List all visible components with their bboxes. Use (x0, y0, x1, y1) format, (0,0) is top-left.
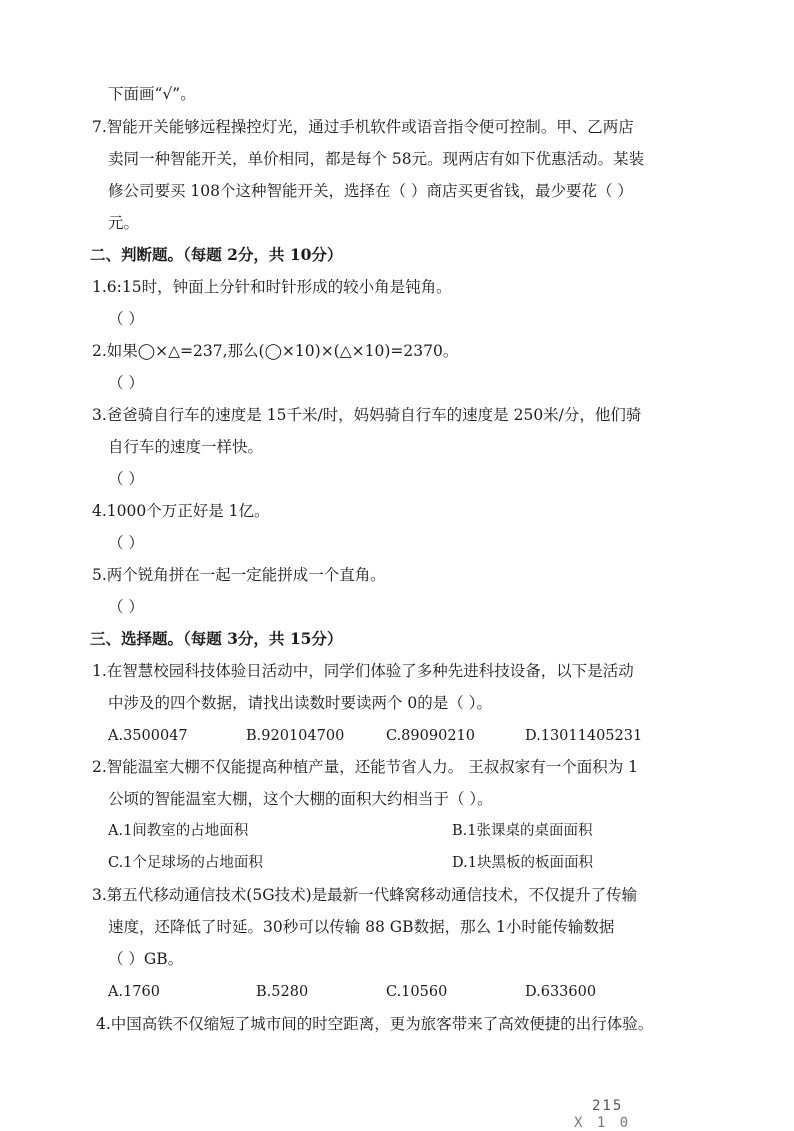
mc2-option-c: C.1个足球场的占地面积 (108, 855, 263, 871)
mc3-option-a: A.1760 (108, 984, 160, 1000)
section-2-heading: 二、判断题。（每题 2分，共 10分） (90, 245, 343, 264)
q7-line-4: 元。 (108, 214, 140, 232)
section-3-heading: 三、选择题。（每题 3分，共 15分） (90, 629, 343, 648)
mc2-option-b: B.1张课桌的桌面面积 (452, 823, 593, 839)
page-number: 215 (592, 1098, 624, 1114)
tf-answer-paren-3: （ ） (108, 470, 144, 488)
tf-answer-paren-2: （ ） (108, 374, 144, 392)
tf-question-2: 2.如果◯×△=237,那么(◯×10)×(△×10)=2370。 (92, 342, 459, 360)
mc3-line-2: 速度，还降低了时延。30秒可以传输 88 GB数据，那么 1小时能传输数据 (108, 918, 615, 936)
tf-question-1: 1.6:15时，钟面上分针和时针形成的较小角是钝角。 (92, 278, 452, 296)
tf-answer-paren-5: （ ） (108, 598, 144, 616)
mc3-option-b: B.5280 (256, 984, 309, 1000)
prev-question-tail: 下面画“√”。 (108, 85, 196, 103)
footer-partial-line: X 1 0 (574, 1115, 632, 1131)
mc2-option-a: A.1间教室的占地面积 (108, 823, 249, 839)
tf-question-5: 5.两个锐角拼在一起一定能拼成一个直角。 (92, 566, 386, 584)
mc2-line-2: 公顷的智能温室大棚，这个大棚的面积大约相当于（ ）。 (108, 790, 493, 808)
q7-line-1: 7.智能开关能够远程操控灯光，通过手机软件或语音指令便可控制。甲、乙两店 (92, 118, 634, 136)
mc1-option-d: D.13011405231 (525, 728, 643, 744)
mc3-line-3: （ ）GB。 (108, 950, 184, 968)
mc1-option-c: C.89090210 (386, 728, 475, 744)
tf-answer-paren-1: （ ） (108, 310, 144, 328)
mc1-option-b: B.920104700 (246, 728, 345, 744)
mc3-line-1: 3.第五代移动通信技术(5G技术)是最新一代蜂窝移动通信技术，不仅提升了传输 (92, 886, 638, 904)
q7-line-3: 修公司要买 108个这种智能开关，选择在（ ）商店买更省钱，最少要花（ ） (108, 182, 633, 200)
tf-question-4: 4.1000个万正好是 1亿。 (92, 502, 270, 520)
mc3-option-d: D.633600 (525, 984, 597, 1000)
mc4-line-1: 4.中国高铁不仅缩短了城市间的时空距离，更为旅客带来了高效便捷的出行体验。 (96, 1015, 654, 1033)
tf-question-3-cont: 自行车的速度一样快。 (108, 438, 264, 456)
mc1-option-a: A.3500047 (108, 728, 188, 744)
mc1-line-1: 1.在智慧校园科技体验日活动中，同学们体验了多种先进科技设备，以下是活动 (92, 662, 634, 680)
mc1-line-2: 中涉及的四个数据，请找出读数时要读两个 0的是（ ）。 (108, 694, 492, 712)
q7-line-2: 卖同一种智能开关，单价相同，都是每个 58元。现两店有如下优惠活动。某装 (108, 150, 645, 168)
mc3-option-c: C.10560 (386, 984, 448, 1000)
mc2-line-1: 2.智能温室大棚不仅能提高种植产量，还能节省人力。 王叔叔家有一个面积为 1 (92, 758, 639, 776)
tf-answer-paren-4: （ ） (108, 534, 144, 552)
tf-question-3: 3.爸爸骑自行车的速度是 15千米/时，妈妈骑自行车的速度是 250米/分，他们骑 (92, 406, 642, 424)
mc2-option-d: D.1块黑板的板面面积 (452, 855, 593, 871)
